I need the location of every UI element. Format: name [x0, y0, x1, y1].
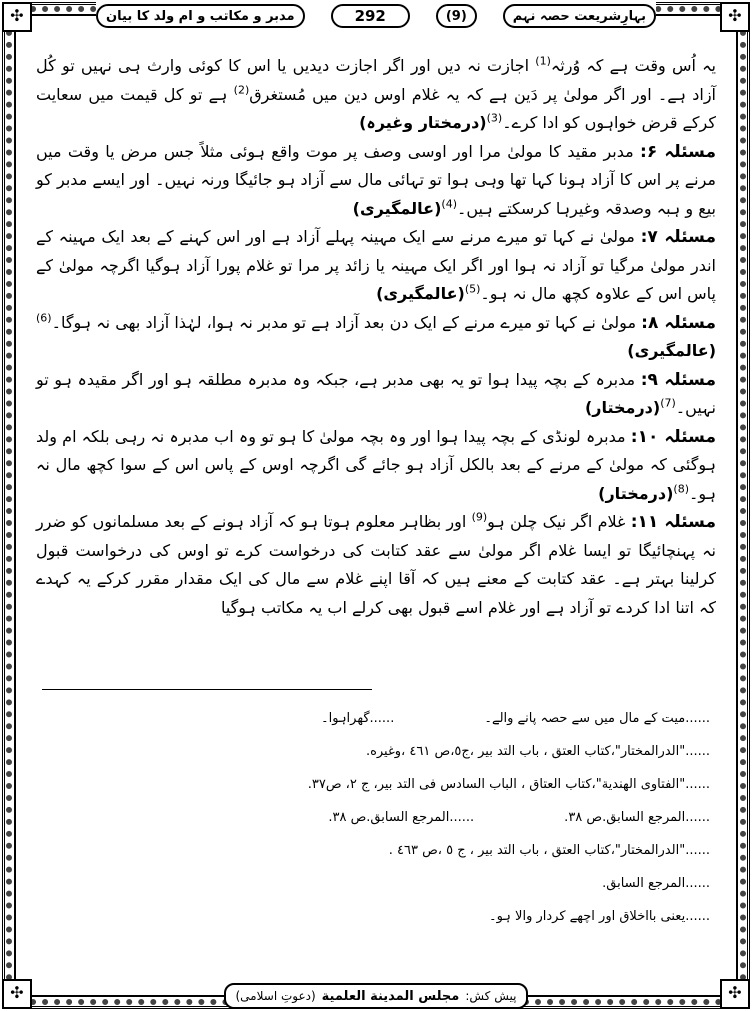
masala-label: مسئلہ ۷:	[640, 227, 716, 247]
footnote-ref[interactable]: (7)	[660, 396, 676, 410]
footnote-ref[interactable]: (8)	[673, 482, 689, 496]
footnote: ......یعنی بااخلاق اور اچھے کردار والا ہو۔	[488, 909, 710, 924]
main-text	[36, 52, 716, 622]
paragraph: مسئلہ ۷: مولیٰ نے کہا تو میرے مرنے سے ایک مہینہ پہلے آزاد ہے اور اس کہنے کے بعد ایک مہینہ کے اندر مولیٰ مرگیا تو آزاد نہ ہوا اور اگر ایک مہینہ یا زائد پر مرا تو غلام پورا آزاد ہوگیا اگرچہ مولیٰ کے پاس اس کے علاوہ کچھ مال نہ ہو۔$^{(5)}$(عالمگیری)	[36, 227, 716, 303]
footnote-ref[interactable]: (6)	[36, 311, 52, 325]
publisher-name: مجلس المدينة العلمية	[321, 988, 460, 1004]
masala-label: مسئلہ ۱۱:	[630, 512, 717, 532]
footnote-ref[interactable]: (4)	[441, 197, 457, 211]
footnote: ......"الفتاوی الهندية"،كتاب العتاق ، الباب السادس فی التد بير، ج ٢، ص٣٧.	[307, 777, 710, 792]
source-citation: (عالمگیری)	[352, 198, 442, 218]
source-citation: (عالمگیری)	[376, 284, 465, 303]
footnote-row	[42, 702, 710, 735]
footnote-ref[interactable]: (5)	[464, 282, 481, 296]
paragraph: مسئلہ ۸: مولیٰ نے کہا تو میرے مرنے کے ایک دن بعد آزاد ہے تو مدبر نہ ہوا، لہٰذا آزاد بھی نہ ہوگا۔$^{(6)}$(عالمگیری)	[36, 311, 716, 360]
source-citation: (درمختار)	[598, 483, 674, 503]
paragraph: مسئلہ ۶: مدبر مقید کا مولیٰ مرا اور اوسی وصف پر موت واقع ہوئی مثلاً جس مرض یا وقت میں مرنے پر اس کا آزاد ہونا کہا تھا وہی ہوا تو تہائی مال سے آزاد ہو جائیگا ورنہ نہیں۔ اور ایسے مدبر کو بیع و ہبہ وصدقہ وغیرہا کرسکتے ہیں۔$^{(4)}$(عالمگیری)	[36, 141, 716, 218]
presented-by-label: پیش کش:	[465, 989, 517, 1003]
masala-label: مسئلہ ۱۰:	[630, 426, 716, 447]
footnote-ref[interactable]: (2)	[233, 83, 250, 97]
chapter-title: مدبر و مکاتب و ام ولد کا بیان	[96, 4, 305, 28]
paragraph: یہ اُس وقت ہے کہ وُرثہ$^{(1)}$ اجازت نہ دیں اور اگر اجازت دیدیں یا اس کا کوئی وارث ہی نہیں تو کُل آزاد ہے۔ اور اگر مولیٰ پر دَین ہے کہ یہ غلام اوس دین میں مُستغرق$^{(2)}$ ہے تو کل قیمت میں سعایت کرکے قرض خواہوں کو ادا کرے۔$^{(3)}$(درمختار وغیرہ)	[36, 54, 717, 132]
masala-label: مسئلہ ۸:	[641, 312, 716, 333]
footnotes	[42, 702, 710, 933]
footnote: ......"الدرالمختار"،كتاب العتق ، باب التد بير ، ج ٥ ،ص ٤٦٣ .	[388, 843, 710, 858]
source-citation: (درمختار وغیرہ)	[359, 113, 487, 132]
organization-name: (دعوتِ اسلامی)	[235, 989, 316, 1003]
part-number: (9)	[436, 4, 477, 28]
paragraph: مسئلہ ۱۱: غلام اگر نیک چلن ہو$^{(9)}$ اور بظاہر معلوم ہوتا ہو کہ آزاد ہونے کے بعد مسلمانوں کو ضرر نہ پہنچائیگا تو ایسا غلام اگر مولیٰ سے عقد کتابت کی درخواست کرے تو اوس کی درخواست قبول کرلینا بہتر ہے۔ عقد کتابت کے معنے ہیں کہ آقا اپنے غلام سے مال کی ایک مقدار مقرر کرکے یہ کہدے کہ اتنا ادا کردے تو آزاد ہے اور غلام اسے قبول بھی کرلے اب یہ مکاتب ہوگیا	[36, 510, 717, 617]
footnote: ......گھراہوا۔	[321, 711, 395, 726]
publisher-box	[224, 983, 529, 1009]
footnote-ref[interactable]: (3)	[486, 111, 503, 125]
masala-label: مسئلہ ۹:	[640, 369, 716, 390]
footnote: ......المرجع السابق.ص ٣٨.	[328, 810, 475, 825]
page-footer	[0, 983, 752, 1009]
book-title: بہارِشریعت حصہ نہم	[503, 4, 656, 28]
footnote: ......میت کے مال میں سے حصہ پانے والے۔	[484, 711, 710, 726]
corner-ornament-icon: ✣	[2, 979, 32, 1009]
page-header	[96, 2, 656, 30]
corner-ornament-icon: ✣	[2, 2, 32, 32]
footnote-row	[42, 801, 710, 834]
footnote-divider	[42, 689, 372, 690]
corner-ornament-icon: ✣	[720, 979, 750, 1009]
corner-ornament-icon: ✣	[720, 2, 750, 32]
footnote: ......المرجع السابق.ص ٣٨.	[564, 810, 710, 825]
source-citation: (عالمگیری)	[627, 341, 716, 360]
footnote-ref[interactable]: (9)	[471, 510, 488, 524]
paragraph: مسئلہ ۹: مدبرہ کے بچہ پیدا ہوا تو یہ بھی مدبر ہے، جبکہ وہ مدبرہ مطلقہ ہو اور اگر مقیدہ ہو تو نہیں۔$^{(7)}$(درمختار)	[36, 369, 716, 417]
paragraph: مسئلہ ۱۰: مدبرہ لونڈی کے بچہ پیدا ہوا اور وہ بچہ مولیٰ کا ہو تو وہ اب مدبرہ نہ رہی بلکہ ام ولد ہوگئی کہ مولیٰ کے مرنے کے بعد بالکل آزاد ہو جائے گی اگرچہ اوس کے پاس اس کے سوا کچھ مال نہ ہو۔$^{(8)}$(درمختار)	[36, 426, 716, 503]
masala-label: مسئلہ ۶:	[640, 141, 716, 162]
footnote-ref[interactable]: (1)	[535, 54, 551, 68]
source-citation: (درمختار)	[584, 398, 661, 417]
footnote: ......"الدرالمختار"،كتاب العتق ، باب التد بير ،ج٥،ص ٤٦١ ،وغيره.	[365, 744, 710, 759]
page-number: 292	[331, 4, 410, 28]
footnote: ......المرجع السابق.	[602, 876, 710, 891]
